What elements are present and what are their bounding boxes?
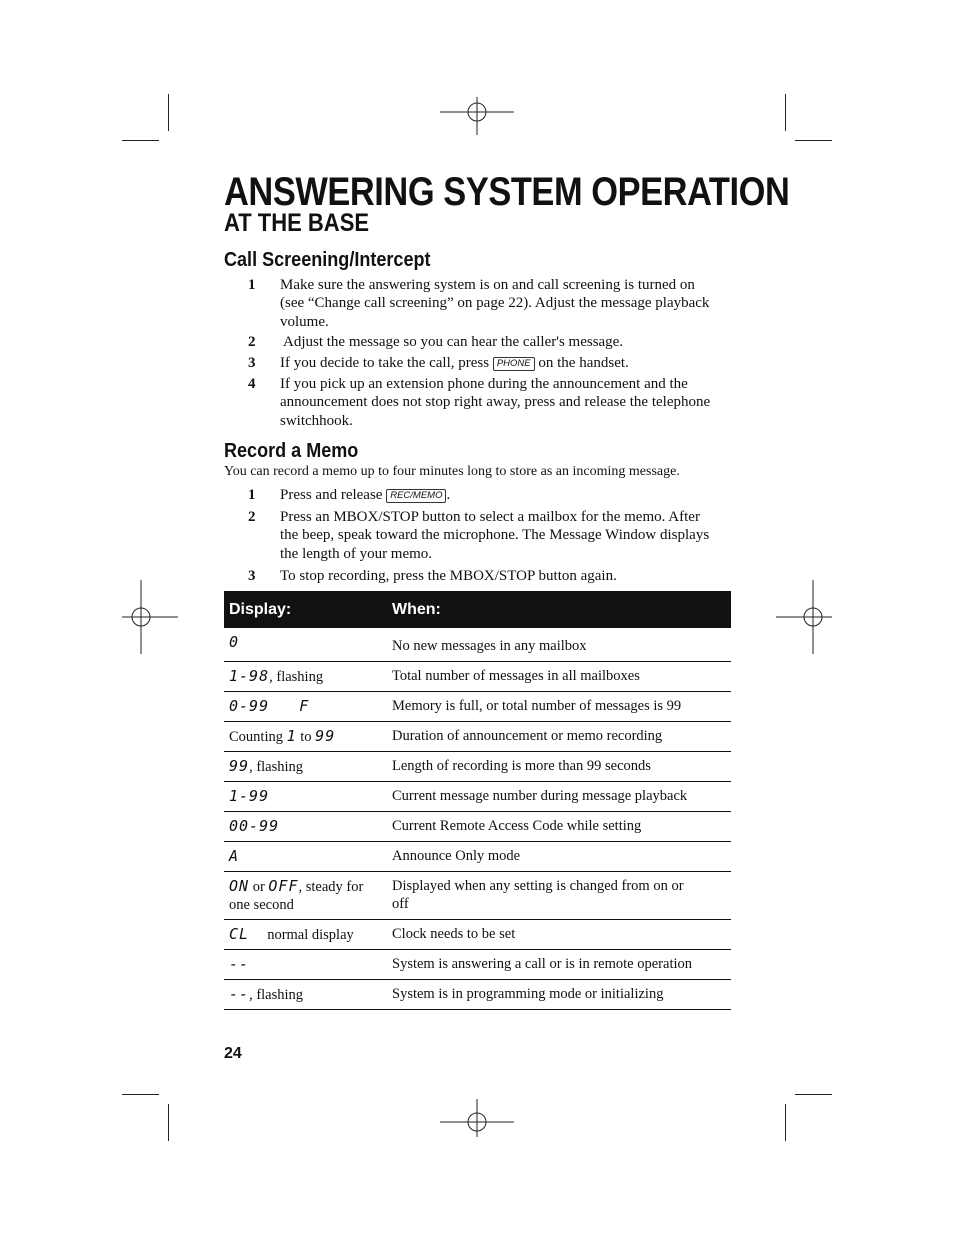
display-note: , flashing xyxy=(249,758,304,775)
lcd-value: 1 xyxy=(286,726,297,745)
lcd-value: 99 xyxy=(229,756,250,775)
display-cell xyxy=(224,841,387,871)
registration-mark-bottom xyxy=(440,1085,514,1159)
table-row xyxy=(224,919,731,949)
step-text-before: If you decide to take the call, press xyxy=(280,355,490,371)
step-text: Make sure the answering system is on and call screening is turned on (see “Change call screening” on page 22). Adjust the message playback volume. xyxy=(280,277,710,330)
crop-mark xyxy=(785,1104,786,1141)
display-note: , steady for one second xyxy=(229,878,364,913)
lcd-value: -- xyxy=(229,954,250,973)
crop-mark xyxy=(785,94,786,131)
display-connector: to xyxy=(296,728,316,745)
when-cell: System is answering a call or is in remote operation xyxy=(387,949,731,979)
column-header-when: When: xyxy=(387,591,731,628)
phone-key-icon: PHONE xyxy=(493,357,535,371)
table-row xyxy=(224,751,731,781)
lcd-value: 1-98 xyxy=(229,666,270,685)
lcd-value: 00-99 xyxy=(229,816,280,835)
step-number: 2 xyxy=(248,334,256,350)
crop-mark xyxy=(795,140,832,141)
display-cell xyxy=(224,979,387,1009)
step-text xyxy=(280,354,718,372)
table-row xyxy=(224,781,731,811)
when-cell: System is in programming mode or initializing xyxy=(387,979,731,1009)
display-note: , flashing xyxy=(269,668,324,685)
step-text-after: . xyxy=(446,487,451,503)
when-cell: Duration of announcement or memo recording xyxy=(387,721,731,751)
display-cell xyxy=(224,628,387,661)
page-number: 24 xyxy=(224,1045,242,1062)
registration-mark-left xyxy=(104,580,178,654)
step-number: 2 xyxy=(248,509,256,525)
list-item xyxy=(248,276,718,331)
rec-memo-key-icon: REC/MEMO xyxy=(386,489,446,503)
display-cell xyxy=(224,751,387,781)
display-cell xyxy=(224,919,387,949)
step-text-after: on the handset. xyxy=(538,355,629,371)
display-cell xyxy=(224,691,387,721)
lcd-value: A xyxy=(229,846,240,865)
step-number: 3 xyxy=(248,568,256,584)
display-cell xyxy=(224,811,387,841)
column-header-display: Display: xyxy=(224,591,387,628)
crop-mark xyxy=(168,94,169,131)
display-note: normal display xyxy=(249,926,354,943)
table-row xyxy=(224,691,731,721)
section-heading-call-screening: Call Screening/Intercept xyxy=(224,248,431,271)
table-row xyxy=(224,949,731,979)
registration-mark-right xyxy=(776,580,850,654)
table-row xyxy=(224,811,731,841)
lcd-value: ON xyxy=(229,876,250,895)
display-cell xyxy=(224,781,387,811)
crop-mark xyxy=(168,1104,169,1141)
step-number: 1 xyxy=(248,277,256,293)
display-connector: or xyxy=(249,878,269,895)
lcd-value: 99 xyxy=(315,726,336,745)
when-cell: Clock needs to be set xyxy=(387,919,731,949)
list-item xyxy=(248,375,718,430)
step-number: 3 xyxy=(248,355,256,371)
list-item xyxy=(248,486,718,504)
when-cell: Current Remote Access Code while setting xyxy=(387,811,731,841)
step-text xyxy=(280,486,718,504)
display-note: , flashing xyxy=(249,986,304,1003)
lcd-value: 0 xyxy=(229,633,240,651)
display-prefix: Counting xyxy=(229,728,287,745)
table-row xyxy=(224,841,731,871)
crop-mark xyxy=(122,140,159,141)
display-cell xyxy=(224,721,387,751)
when-cell: No new messages in any mailbox xyxy=(387,628,731,661)
lcd-value: -- xyxy=(229,984,250,1003)
display-cell xyxy=(224,871,387,919)
step-text: Adjust the message so you can hear the caller's message. xyxy=(283,334,624,350)
page-title: ANSWERING SYSTEM OPERATION xyxy=(224,170,790,214)
section-intro: You can record a memo up to four minutes long to store as an incoming message. xyxy=(224,464,680,479)
when-cell: Memory is full, or total number of messages is 99 xyxy=(387,691,731,721)
step-number: 1 xyxy=(248,487,256,503)
lcd-value: CL xyxy=(229,924,250,943)
when-cell: Displayed when any setting is changed from on or off xyxy=(387,871,731,919)
when-cell: Length of recording is more than 99 seconds xyxy=(387,751,731,781)
crop-mark xyxy=(122,1094,159,1095)
step-text: Press an MBOX/STOP button to select a mailbox for the memo. After the beep, speak toward the microphone. The Message Window displays the length of your memo. xyxy=(280,509,710,562)
lcd-value: OFF xyxy=(268,876,299,895)
when-cell: Announce Only mode xyxy=(387,841,731,871)
page-subtitle: AT THE BASE xyxy=(224,209,370,237)
step-text: If you pick up an extension phone during the announcement and the announcement does not stop right away, press and release the telephone switchhook. xyxy=(280,376,711,429)
lcd-value: 0-99 F xyxy=(229,696,310,715)
when-cell: Total number of messages in all mailboxes xyxy=(387,661,731,691)
table-header-row xyxy=(224,591,731,628)
list-item xyxy=(248,508,718,563)
table-row xyxy=(224,628,731,661)
crop-mark xyxy=(795,1094,832,1095)
table-row xyxy=(224,661,731,691)
lcd-value: 1-99 xyxy=(229,786,270,805)
section-heading-record-memo: Record a Memo xyxy=(224,439,359,462)
display-cell xyxy=(224,661,387,691)
list-item xyxy=(248,333,718,351)
step-number: 4 xyxy=(248,376,256,392)
display-table xyxy=(224,591,731,1010)
table-row xyxy=(224,721,731,751)
registration-mark-top xyxy=(440,75,514,149)
table-row xyxy=(224,979,731,1009)
list-item xyxy=(248,567,718,585)
display-cell xyxy=(224,949,387,979)
list-item xyxy=(248,354,718,372)
step-text: To stop recording, press the MBOX/STOP button again. xyxy=(280,568,617,584)
when-cell: Current message number during message playback xyxy=(387,781,731,811)
step-text-before: Press and release xyxy=(280,487,383,503)
table-row xyxy=(224,871,731,919)
